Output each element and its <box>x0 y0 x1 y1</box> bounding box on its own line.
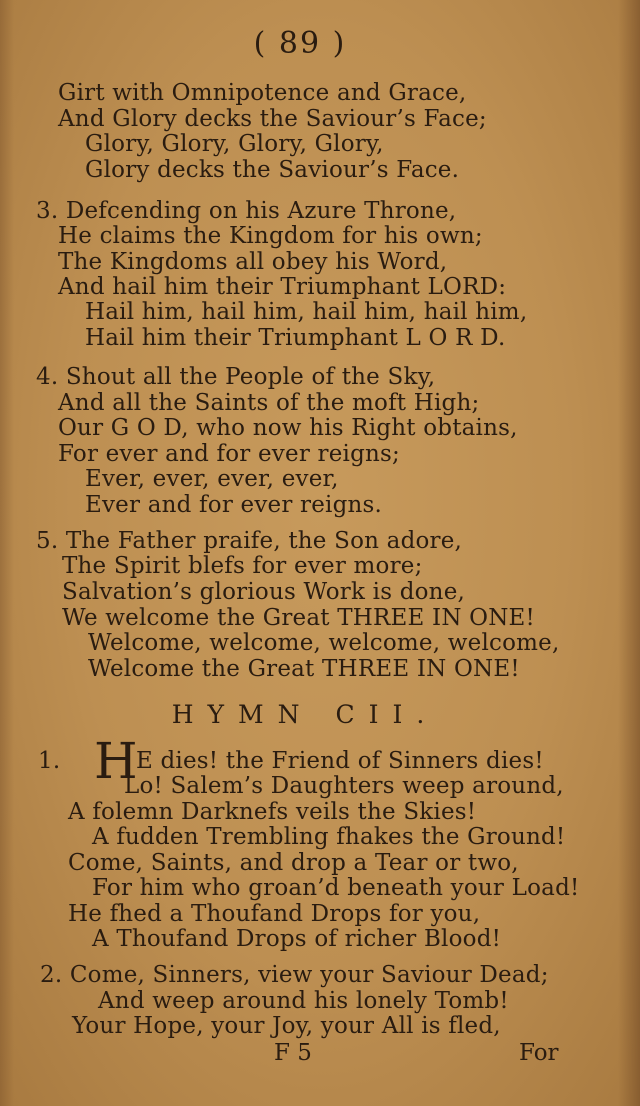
verse-line: Welcome, welcome, welcome, welcome, <box>88 630 560 656</box>
signature-mark: F 5 <box>274 1040 312 1066</box>
verse-line: A fudden Trembling fhakes the Ground! <box>92 824 566 850</box>
verse-line: 3. Defcending on his Azure Throne, <box>36 198 457 224</box>
verse-line: And Glory decks the Saviour’s Face; <box>58 106 487 132</box>
verse-line: The Spirit blefs for ever more; <box>62 553 423 579</box>
catchword: For <box>519 1040 559 1066</box>
verse-line: Ever, ever, ever, ever, <box>85 466 339 492</box>
verse-line: E dies! the Friend of Sinners dies! <box>136 748 544 774</box>
verse-line: A folemn Darknefs veils the Skies! <box>68 799 477 825</box>
page-shadow-left <box>0 0 14 1106</box>
verse-line: Welcome the Great THREE IN ONE! <box>88 656 520 682</box>
verse-line: Hail him their Triumphant L O R D. <box>85 325 506 351</box>
verse-line: Come, Saints, and drop a Tear or two, <box>68 850 519 876</box>
verse-line: And all the Saints of the moft High; <box>58 390 480 416</box>
verse-line: He claims the Kingdom for his own; <box>58 223 483 249</box>
verse-line: For him who groan’d beneath your Load! <box>92 875 580 901</box>
hymn-title: HYMN CII. <box>171 700 439 729</box>
verse-line: We welcome the Great THREE IN ONE! <box>62 605 535 631</box>
verse-line: 5. The Father praife, the Son adore, <box>36 528 463 554</box>
verse-line: Your Hope, your Joy, your All is fled, <box>72 1013 501 1039</box>
page-shadow-right <box>618 0 640 1106</box>
verse-line: And hail him their Triumphant LORD: <box>58 274 507 300</box>
verse-line: Glory, Glory, Glory, Glory, <box>85 131 384 157</box>
verse-line: He fhed a Thoufand Drops for you, <box>68 901 481 927</box>
verse-line: And weep around his lonely Tomb! <box>98 988 509 1014</box>
verse-line: Our G O D, who now his Right obtains, <box>58 415 518 441</box>
verse-line: 4. Shout all the People of the Sky, <box>36 364 436 390</box>
drop-cap: H <box>94 732 138 790</box>
page-number: ( 89 ) <box>253 26 347 61</box>
verse-line: Salvation’s glorious Work is done, <box>62 579 466 605</box>
verse-number: 1. <box>38 748 61 774</box>
verse-line: Ever and for ever reigns. <box>85 492 383 518</box>
verse-line: Lo! Salem’s Daughters weep around, <box>124 773 564 799</box>
verse-line: 2. Come, Sinners, view your Saviour Dead; <box>40 962 549 988</box>
verse-line: For ever and for ever reigns; <box>58 441 400 467</box>
verse-line: Hail him, hail him, hail him, hail him, <box>85 299 528 325</box>
verse-line: Girt with Omnipotence and Grace, <box>58 80 467 106</box>
verse-line: Glory decks the Saviour’s Face. <box>85 157 460 183</box>
verse-line: A Thoufand Drops of richer Blood! <box>92 926 502 952</box>
verse-line: The Kingdoms all obey his Word, <box>58 249 448 275</box>
